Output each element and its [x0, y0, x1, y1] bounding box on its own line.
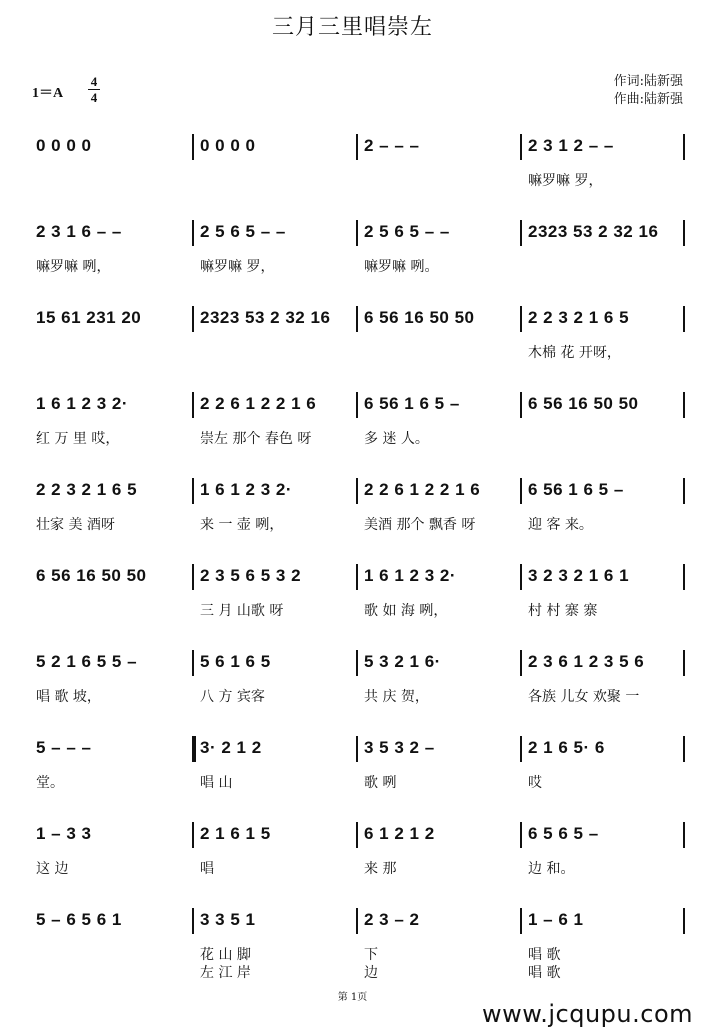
lyric-line: 唱 — [200, 861, 214, 877]
bar-line — [192, 392, 194, 418]
bar-line — [356, 220, 358, 246]
measure-notes: 1 – 6 1 — [528, 910, 584, 929]
measure-notes: 5 3 2 1 6· — [364, 652, 441, 671]
measure-notes: 2 3 1 2 – – — [528, 136, 614, 155]
lyric-line: 歌 如 海 咧， — [364, 603, 448, 619]
bar-line — [683, 822, 685, 848]
bar-line — [192, 650, 194, 676]
bar-line — [192, 306, 194, 332]
lyric-line: 嘛罗嘛 咧， — [36, 259, 111, 275]
bar-line — [356, 478, 358, 504]
measure-notes: 2 2 3 2 1 6 5 — [528, 308, 630, 327]
measure-notes: 3· 2 1 2 — [200, 738, 262, 757]
bar-line — [192, 134, 194, 160]
measure-notes: 2323 53 2 32 16 — [200, 308, 331, 327]
time-signature-bottom: 4 — [90, 90, 98, 105]
bar-line — [683, 306, 685, 332]
bar-line — [356, 650, 358, 676]
lyric-line: 嘛罗嘛 咧。 — [364, 259, 439, 275]
lyric-line: 多 迷 人。 — [364, 431, 429, 447]
measure-notes: 5 – 6 5 6 1 — [36, 910, 122, 929]
bar-line — [356, 564, 358, 590]
measure-notes: 1 6 1 2 3 2· — [364, 566, 457, 585]
lyric-line: 唱 歌 — [528, 947, 561, 963]
lyric-line: 下 — [364, 947, 378, 963]
song-title: 三月三里唱崇左 — [271, 15, 433, 40]
measure-notes: 2 3 5 6 5 3 2 — [200, 566, 302, 585]
bar-line — [683, 134, 685, 160]
composer-credit: 作曲:陆新强 — [613, 92, 683, 107]
bar-line — [520, 822, 522, 848]
bar-line — [356, 822, 358, 848]
measure-notes: 6 56 16 50 50 — [364, 308, 475, 327]
measure-notes: 2 2 6 1 2 2 1 6 — [364, 480, 481, 499]
lyric-line: 壮家 美 酒呀 — [36, 517, 115, 533]
lyric-line: 堂。 — [36, 775, 64, 791]
lyric-line: 三 月 山歌 呀 — [200, 603, 284, 619]
lyric-line: 木棉 花 开呀， — [528, 345, 621, 361]
lyric-line: 村 村 寨 寨 — [528, 603, 598, 619]
measure-notes: 3 2 3 2 1 6 1 — [528, 566, 630, 585]
bar-line — [520, 306, 522, 332]
lyric-line: 来 一 壶 咧， — [200, 517, 284, 533]
lyric-line: 这 边 — [36, 861, 69, 877]
bar-line — [520, 478, 522, 504]
measure-notes: 1 6 1 2 3 2· — [36, 394, 129, 413]
bar-line — [520, 736, 522, 762]
bar-line — [520, 564, 522, 590]
bar-line — [520, 392, 522, 418]
time-signature-top: 4 — [90, 74, 98, 89]
bar-line — [683, 392, 685, 418]
bar-line — [520, 220, 522, 246]
measure-notes: 0 0 0 0 — [36, 136, 92, 155]
lyric-line: 美酒 那个 飘香 呀 — [364, 517, 476, 533]
watermark: www.jcqupu.com — [482, 1000, 693, 1028]
bar-line — [192, 220, 194, 246]
lyric-line: 来 那 — [364, 861, 397, 877]
lyric-line: 崇左 那个 春色 呀 — [200, 431, 312, 447]
measure-notes: 2 1 6 5· 6 — [528, 738, 605, 757]
bar-line — [683, 478, 685, 504]
measure-notes: 1 – 3 3 — [36, 824, 92, 843]
key-signature: 1＝A — [32, 86, 64, 101]
measure-notes: 5 2 1 6 5 5 – — [36, 652, 138, 671]
measure-notes: 5 6 1 6 5 — [200, 652, 271, 671]
bar-line — [192, 736, 196, 762]
lyric-line: 迎 客 来。 — [528, 517, 593, 533]
measure-notes: 0 0 0 0 — [200, 136, 256, 155]
measure-notes: 2 3 – 2 — [364, 910, 420, 929]
measure-notes: 2323 53 2 32 16 — [528, 222, 659, 241]
lyric-line: 唱 山 — [200, 775, 233, 791]
measure-notes: 6 56 16 50 50 — [528, 394, 639, 413]
lyric-line-verse-2: 左 江 岸 — [200, 965, 251, 981]
bar-line — [356, 736, 358, 762]
time-signature — [88, 74, 100, 105]
measure-notes: 6 56 1 6 5 – — [364, 394, 460, 413]
bar-line — [683, 736, 685, 762]
lyric-line: 红 万 里 哎， — [36, 431, 120, 447]
bar-line — [356, 306, 358, 332]
measure-notes: 2 2 3 2 1 6 5 — [36, 480, 138, 499]
measure-notes: 2 5 6 5 – – — [200, 222, 286, 241]
lyric-line: 嘛罗嘛 罗， — [528, 173, 603, 189]
bar-line — [192, 478, 194, 504]
bar-line — [520, 134, 522, 160]
lyric-line: 歌 咧 — [364, 775, 397, 791]
lyric-line-verse-2: 边 — [364, 965, 378, 981]
measure-notes: 6 56 1 6 5 – — [528, 480, 624, 499]
lyric-line: 嘛罗嘛 罗， — [200, 259, 275, 275]
measure-notes: 5 – – – — [36, 738, 92, 757]
lyric-line: 哎 — [528, 775, 542, 791]
bar-line — [192, 822, 194, 848]
measure-notes: 2 5 6 5 – – — [364, 222, 450, 241]
bar-line — [683, 564, 685, 590]
lyric-line: 八 方 宾客 — [200, 689, 265, 705]
measure-notes: 6 1 2 1 2 — [364, 824, 435, 843]
bar-line — [356, 134, 358, 160]
lyric-line: 唱 歌 坡， — [36, 689, 101, 705]
measure-notes: 15 61 231 20 — [36, 308, 142, 327]
bar-line — [520, 908, 522, 934]
lyric-line: 边 和。 — [528, 861, 575, 877]
lyric-line: 各族 儿女 欢聚 一 — [528, 689, 640, 705]
measure-notes: 2 1 6 1 5 — [200, 824, 271, 843]
bar-line — [683, 908, 685, 934]
lyric-line-verse-2: 唱 歌 — [528, 965, 561, 981]
measure-notes: 2 3 1 6 – – — [36, 222, 122, 241]
bar-line — [683, 650, 685, 676]
measure-notes: 2 – – – — [364, 136, 420, 155]
measure-notes: 1 6 1 2 3 2· — [200, 480, 293, 499]
lyric-line: 花 山 脚 — [200, 947, 251, 963]
measure-notes: 2 3 6 1 2 3 5 6 — [528, 652, 645, 671]
bar-line — [520, 650, 522, 676]
measure-notes: 2 2 6 1 2 2 1 6 — [200, 394, 317, 413]
page-number: 第 1页 — [337, 992, 368, 1003]
measure-notes: 6 5 6 5 – — [528, 824, 599, 843]
measure-notes: 3 3 5 1 — [200, 910, 256, 929]
bar-line — [356, 392, 358, 418]
measure-notes: 6 56 16 50 50 — [36, 566, 147, 585]
measure-notes: 3 5 3 2 – — [364, 738, 435, 757]
bar-line — [192, 564, 194, 590]
lyric-line: 共 庆 贺， — [364, 689, 429, 705]
bar-line — [356, 908, 358, 934]
lyricist-credit: 作词:陆新强 — [613, 74, 683, 89]
bar-line — [192, 908, 194, 934]
bar-line — [683, 220, 685, 246]
